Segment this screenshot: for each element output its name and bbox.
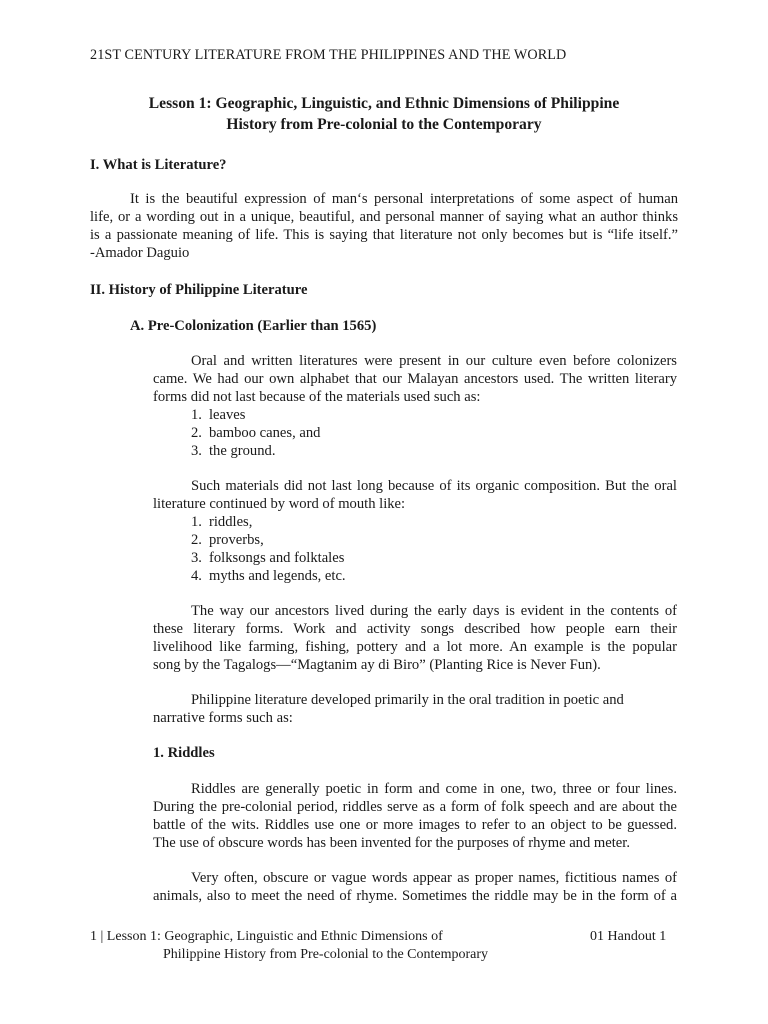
paragraph-line: The use of obscure words has been invented for the purposes of rhyme and meter. <box>153 835 630 851</box>
pre-colonization-paragraph-3 <box>153 602 677 674</box>
footer-line-1: 1 | Lesson 1: Geographic, Linguistic and Ethnic Dimensions of <box>90 929 443 944</box>
literature-definition-paragraph <box>90 190 678 262</box>
pre-colonization-paragraph-1 <box>153 352 677 406</box>
paragraph-line-attribution: -Amador Daguio <box>90 245 190 261</box>
riddles-paragraph-1 <box>153 780 677 852</box>
subsection-heading-riddles: 1. Riddles <box>153 745 215 761</box>
pre-colonization-paragraph-2 <box>153 477 677 513</box>
section-heading-history: II. History of Philippine Literature <box>90 282 308 298</box>
lesson-title-line-1: Lesson 1: Geographic, Linguistic, and Ethnic Dimensions of Philippine <box>148 95 620 112</box>
lesson-title <box>0 94 768 135</box>
paragraph-line: narrative forms such as: <box>153 710 293 726</box>
pre-colonization-paragraph-4 <box>153 691 677 727</box>
paragraph-line: animals, also to meet the need of rhyme. Sometimes the riddle may be in the form of a <box>153 888 677 904</box>
section-heading-what-is-literature: I. What is Literature? <box>90 157 227 173</box>
page-footer-handout: 01 Handout 1 <box>590 929 667 944</box>
page-footer-lesson <box>90 928 488 963</box>
paragraph-line: battle of the wits. Riddles use one or more images to refer to an object to be guessed. <box>153 817 677 833</box>
paragraph-line: Very often, obscure or vague words appear as proper names, fictitious names of <box>191 870 677 886</box>
paragraph-line: It is the beautiful expression of man‘s personal interpretations of some aspect of human <box>130 191 678 207</box>
paragraph-line: came. We had our own alphabet that our Malayan ancestors used. The written literary <box>153 371 677 387</box>
paragraph-line: literature continued by word of mouth like: <box>153 496 406 512</box>
paragraph-line: During the pre-colonial period, riddles serve as a form of folk speech and are about the <box>153 799 677 815</box>
footer-line-2: Philippine History from Pre-colonial to the Contemporary <box>163 946 489 962</box>
paragraph-line: life, or a wording out in a unique, beautiful, and personal manner of saying what an author thinks <box>90 209 678 225</box>
running-header: 21ST CENTURY LITERATURE FROM THE PHILIPPINES AND THE WORLD <box>90 47 567 63</box>
paragraph-line: livelihood like farming, fishing, pottery and a lot more. An example is the popular <box>153 639 677 655</box>
list-item: 1. leaves <box>191 407 246 423</box>
paragraph-line: song by the Tagalogs—“Magtanim ay di Biro” (Planting Rice is Never Fun). <box>153 657 601 673</box>
paragraph-line: these literary forms. Work and activity songs described how people earn their <box>153 621 677 637</box>
paragraph-line: Oral and written literatures were present in our culture even before colonizers <box>191 353 677 369</box>
subsection-heading-pre-colonization: A. Pre-Colonization (Earlier than 1565) <box>130 318 377 334</box>
list-item: 1. riddles, <box>191 514 253 530</box>
paragraph-line: The way our ancestors lived during the early days is evident in the contents of <box>191 603 677 619</box>
materials-list <box>191 406 320 460</box>
riddles-paragraph-2 <box>153 869 677 905</box>
paragraph-line: Such materials did not last long because of its organic composition. But the oral <box>191 478 677 494</box>
oral-literature-list <box>191 513 346 585</box>
list-item: 3. folksongs and folktales <box>191 550 345 566</box>
paragraph-line: forms did not last because of the materials used such as: <box>153 389 481 405</box>
list-item: 4. myths and legends, etc. <box>191 568 346 584</box>
list-item: 2. bamboo canes, and <box>191 425 321 441</box>
paragraph-line: is a passionate meaning of life. This is saying that literature not only becomes but is “life itself.” <box>90 227 678 243</box>
list-item: 2. proverbs, <box>191 532 264 548</box>
list-item: 3. the ground. <box>191 443 276 459</box>
lesson-title-line-2: History from Pre-colonial to the Contemporary <box>226 115 542 133</box>
paragraph-line: Philippine literature developed primarily in the oral tradition in poetic and <box>191 692 624 708</box>
paragraph-line: Riddles are generally poetic in form and come in one, two, three or four lines. <box>191 781 677 797</box>
